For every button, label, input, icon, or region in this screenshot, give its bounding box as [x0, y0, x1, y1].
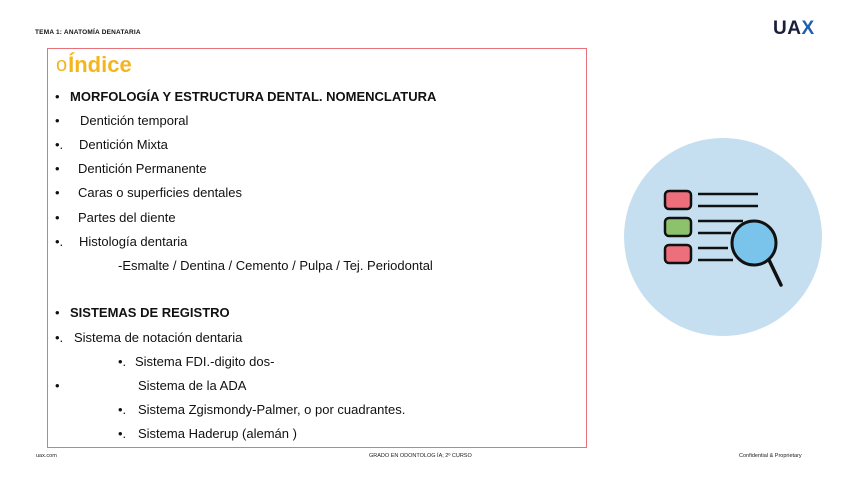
index-item-ada: Sistema de la ADA — [138, 378, 247, 393]
slide-section-title: TEMA 1: ANATOMÍA DENATARIA — [35, 29, 141, 36]
bullet: •. — [118, 402, 127, 417]
index-title — [56, 52, 132, 78]
bullet: •. — [118, 354, 127, 369]
bullet: • — [55, 161, 60, 176]
index-item-morfologia: MORFOLOGÍA Y ESTRUCTURA DENTAL. NOMENCLATURA — [70, 89, 437, 104]
bullet: • — [55, 89, 60, 104]
logo-text: UA — [773, 18, 802, 39]
document-search-illustration — [623, 137, 823, 337]
index-item-partes: Partes del diente — [78, 210, 176, 225]
index-item-denticion-permanente: Dentición Permanente — [78, 161, 207, 176]
footer-course: GRADO EN ODONTOLOG ÍA; 2º CURSO — [369, 453, 472, 459]
bullet: • — [55, 210, 60, 225]
bullet: • — [55, 378, 60, 393]
uax-logo — [773, 18, 815, 40]
bullet: •. — [55, 137, 64, 152]
index-item-haderup: Sistema Haderup (alemán ) — [138, 426, 297, 441]
bullet: • — [55, 185, 60, 200]
index-item-caras: Caras o superficies dentales — [78, 185, 243, 200]
index-box — [47, 48, 587, 448]
index-title-text: Índice — [68, 52, 132, 77]
bullet: •. — [55, 330, 64, 345]
index-item-histologia: Histología dentaria — [79, 234, 188, 249]
index-item-notacion: Sistema de notación dentaria — [74, 330, 243, 345]
title-bullet: o — [56, 53, 68, 76]
footer-website: uax.com — [36, 453, 57, 459]
bullet: • — [55, 113, 60, 128]
index-item-zsigmondy: Sistema Zgismondy-Palmer, o por cuadrantes. — [138, 402, 406, 417]
index-item-sistemas-registro: SISTEMAS DE REGISTRO — [70, 305, 230, 320]
footer-confidential: Confidential & Proprietary — [739, 453, 802, 459]
index-subitem-tejidos: -Esmalte / Dentina / Cemento / Pulpa / Tej. Periodontal — [118, 258, 433, 273]
index-item-denticion-temporal: Dentición temporal — [80, 113, 189, 128]
bullet: •. — [55, 234, 64, 249]
bullet: • — [55, 305, 60, 320]
bullet: •. — [118, 426, 127, 441]
magnifier-list-icon — [623, 137, 823, 337]
logo-accent: X — [801, 18, 815, 39]
index-item-denticion-mixta: Dentición Mixta — [79, 137, 168, 152]
index-item-fdi: Sistema FDI.-digito dos- — [135, 354, 275, 369]
